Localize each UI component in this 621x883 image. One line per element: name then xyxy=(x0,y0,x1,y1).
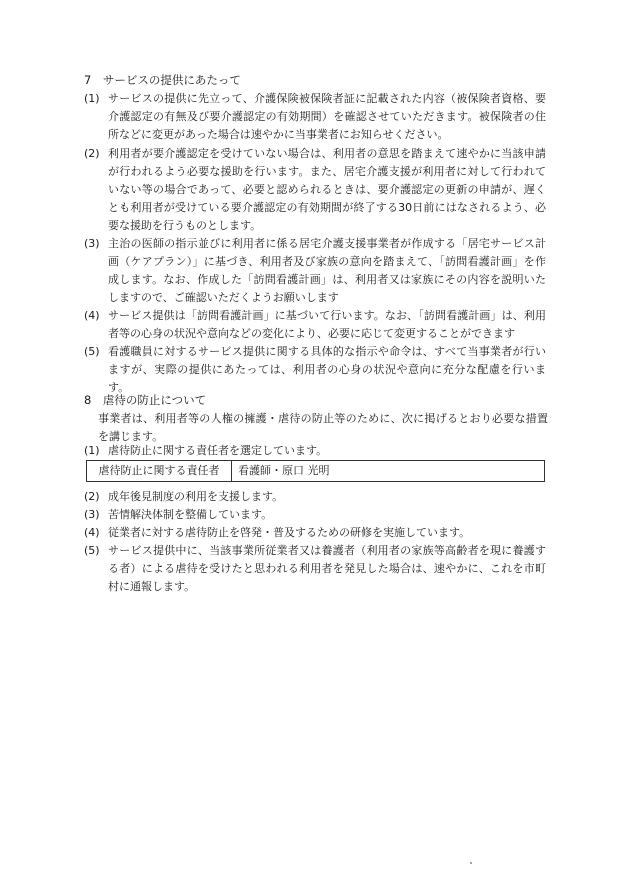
table-row xyxy=(87,461,545,482)
section-8-item-3 xyxy=(84,506,546,524)
responsible-value-cell: 看護師・原口 光明 xyxy=(232,461,545,482)
item-number: (1) xyxy=(84,92,100,105)
section-8-intro: 事業者は、利用者等の人権の擁護・虐待の防止等のために、次に掲げるとおり必要な措置を講じます。 xyxy=(98,412,548,443)
item-number: (2) xyxy=(84,147,100,160)
item-text: 苦情解決体制を整備しています。 xyxy=(108,508,273,521)
item-number: (3) xyxy=(84,237,100,250)
section-8-item-4 xyxy=(84,524,546,542)
item-text: 虐待防止に関する責任者を選定しています。 xyxy=(108,444,328,457)
scan-speck xyxy=(470,862,472,864)
section-7-item-5 xyxy=(84,343,546,397)
item-text: 主治の医師の指示並びに利用者に係る居宅介護支援事業者が作成する「居宅サービス計画（ケアプラン）」に基づき、利用者及び家族の意向を踏まえて、「訪問看護計画」を作成します。なお、作成した「訪問看護計画」は、利用者又は家族にその内容を説明いたしますので、ご確認いただくようお願いします xyxy=(108,237,546,304)
item-text: サービス提供中に、当該事業所従業者又は養護者（利用者の家族等高齢者を現に養護する者）による虐待を受けたと思われる利用者を発見した場合は、速やかに、これを市町村に通報します。 xyxy=(108,544,546,593)
item-text: 利用者が要介護認定を受けていない場合は、利用者の意思を踏まえて速やかに当該申請が行われるよう必要な援助を行います。また、居宅介護支援が利用者に対して行われていない等の場合であって、必要と認められるときは、要介護認定の更新の申請が、遅くとも利用者が受けている要介護認定の有効期間が終了する30日前にはなされるよう、必要な援助を行うものとします。 xyxy=(108,147,546,232)
item-text: サービス提供は「訪問看護計画」に基づいて行います。なお、「訪問看護計画」は、利用者等の心身の状況や意向などの変化により、必要に応じて変更することができます xyxy=(108,309,546,340)
item-number: (5) xyxy=(84,345,100,358)
responsible-label-cell: 虐待防止に関する責任者 xyxy=(87,461,232,482)
item-number: (4) xyxy=(84,526,100,539)
item-text: 成年後見制度の利用を支援します。 xyxy=(108,490,284,503)
responsible-person-table xyxy=(86,460,545,482)
item-text: 看護職員に対するサービス提供に関する具体的な指示や命令は、すべて当事業者が行いますが、実際の提供にあたっては、利用者の心身の状況や意向に充分な配慮を行います。 xyxy=(108,345,546,394)
item-number: (4) xyxy=(84,309,100,322)
item-text: サービスの提供に先立って、介護保険被保険者証に記載された内容（被保険者資格、要介護認定の有無及び要介護認定の有効期間）を確認させていただきます。被保険者の住所などに変更があった場合は速やかに当事業者にお知らせください。 xyxy=(108,92,546,141)
section-8-item-1 xyxy=(84,442,546,460)
section-7-item-3 xyxy=(84,235,546,307)
section-7-item-4 xyxy=(84,307,546,343)
item-number: (1) xyxy=(84,444,100,457)
section-7-heading: 7 サービスの提供にあたって xyxy=(84,73,241,87)
section-7-item-2 xyxy=(84,145,546,235)
item-number: (2) xyxy=(84,490,100,503)
item-text: 従業者に対する虐待防止を啓発・普及するための研修を実施しています。 xyxy=(108,526,471,539)
item-number: (3) xyxy=(84,508,100,521)
section-8-item-5 xyxy=(84,542,546,596)
section-7-item-1 xyxy=(84,90,546,144)
section-8-item-2 xyxy=(84,488,546,506)
item-number: (5) xyxy=(84,544,100,557)
section-8-heading: 8 虐待の防止について xyxy=(84,393,207,407)
